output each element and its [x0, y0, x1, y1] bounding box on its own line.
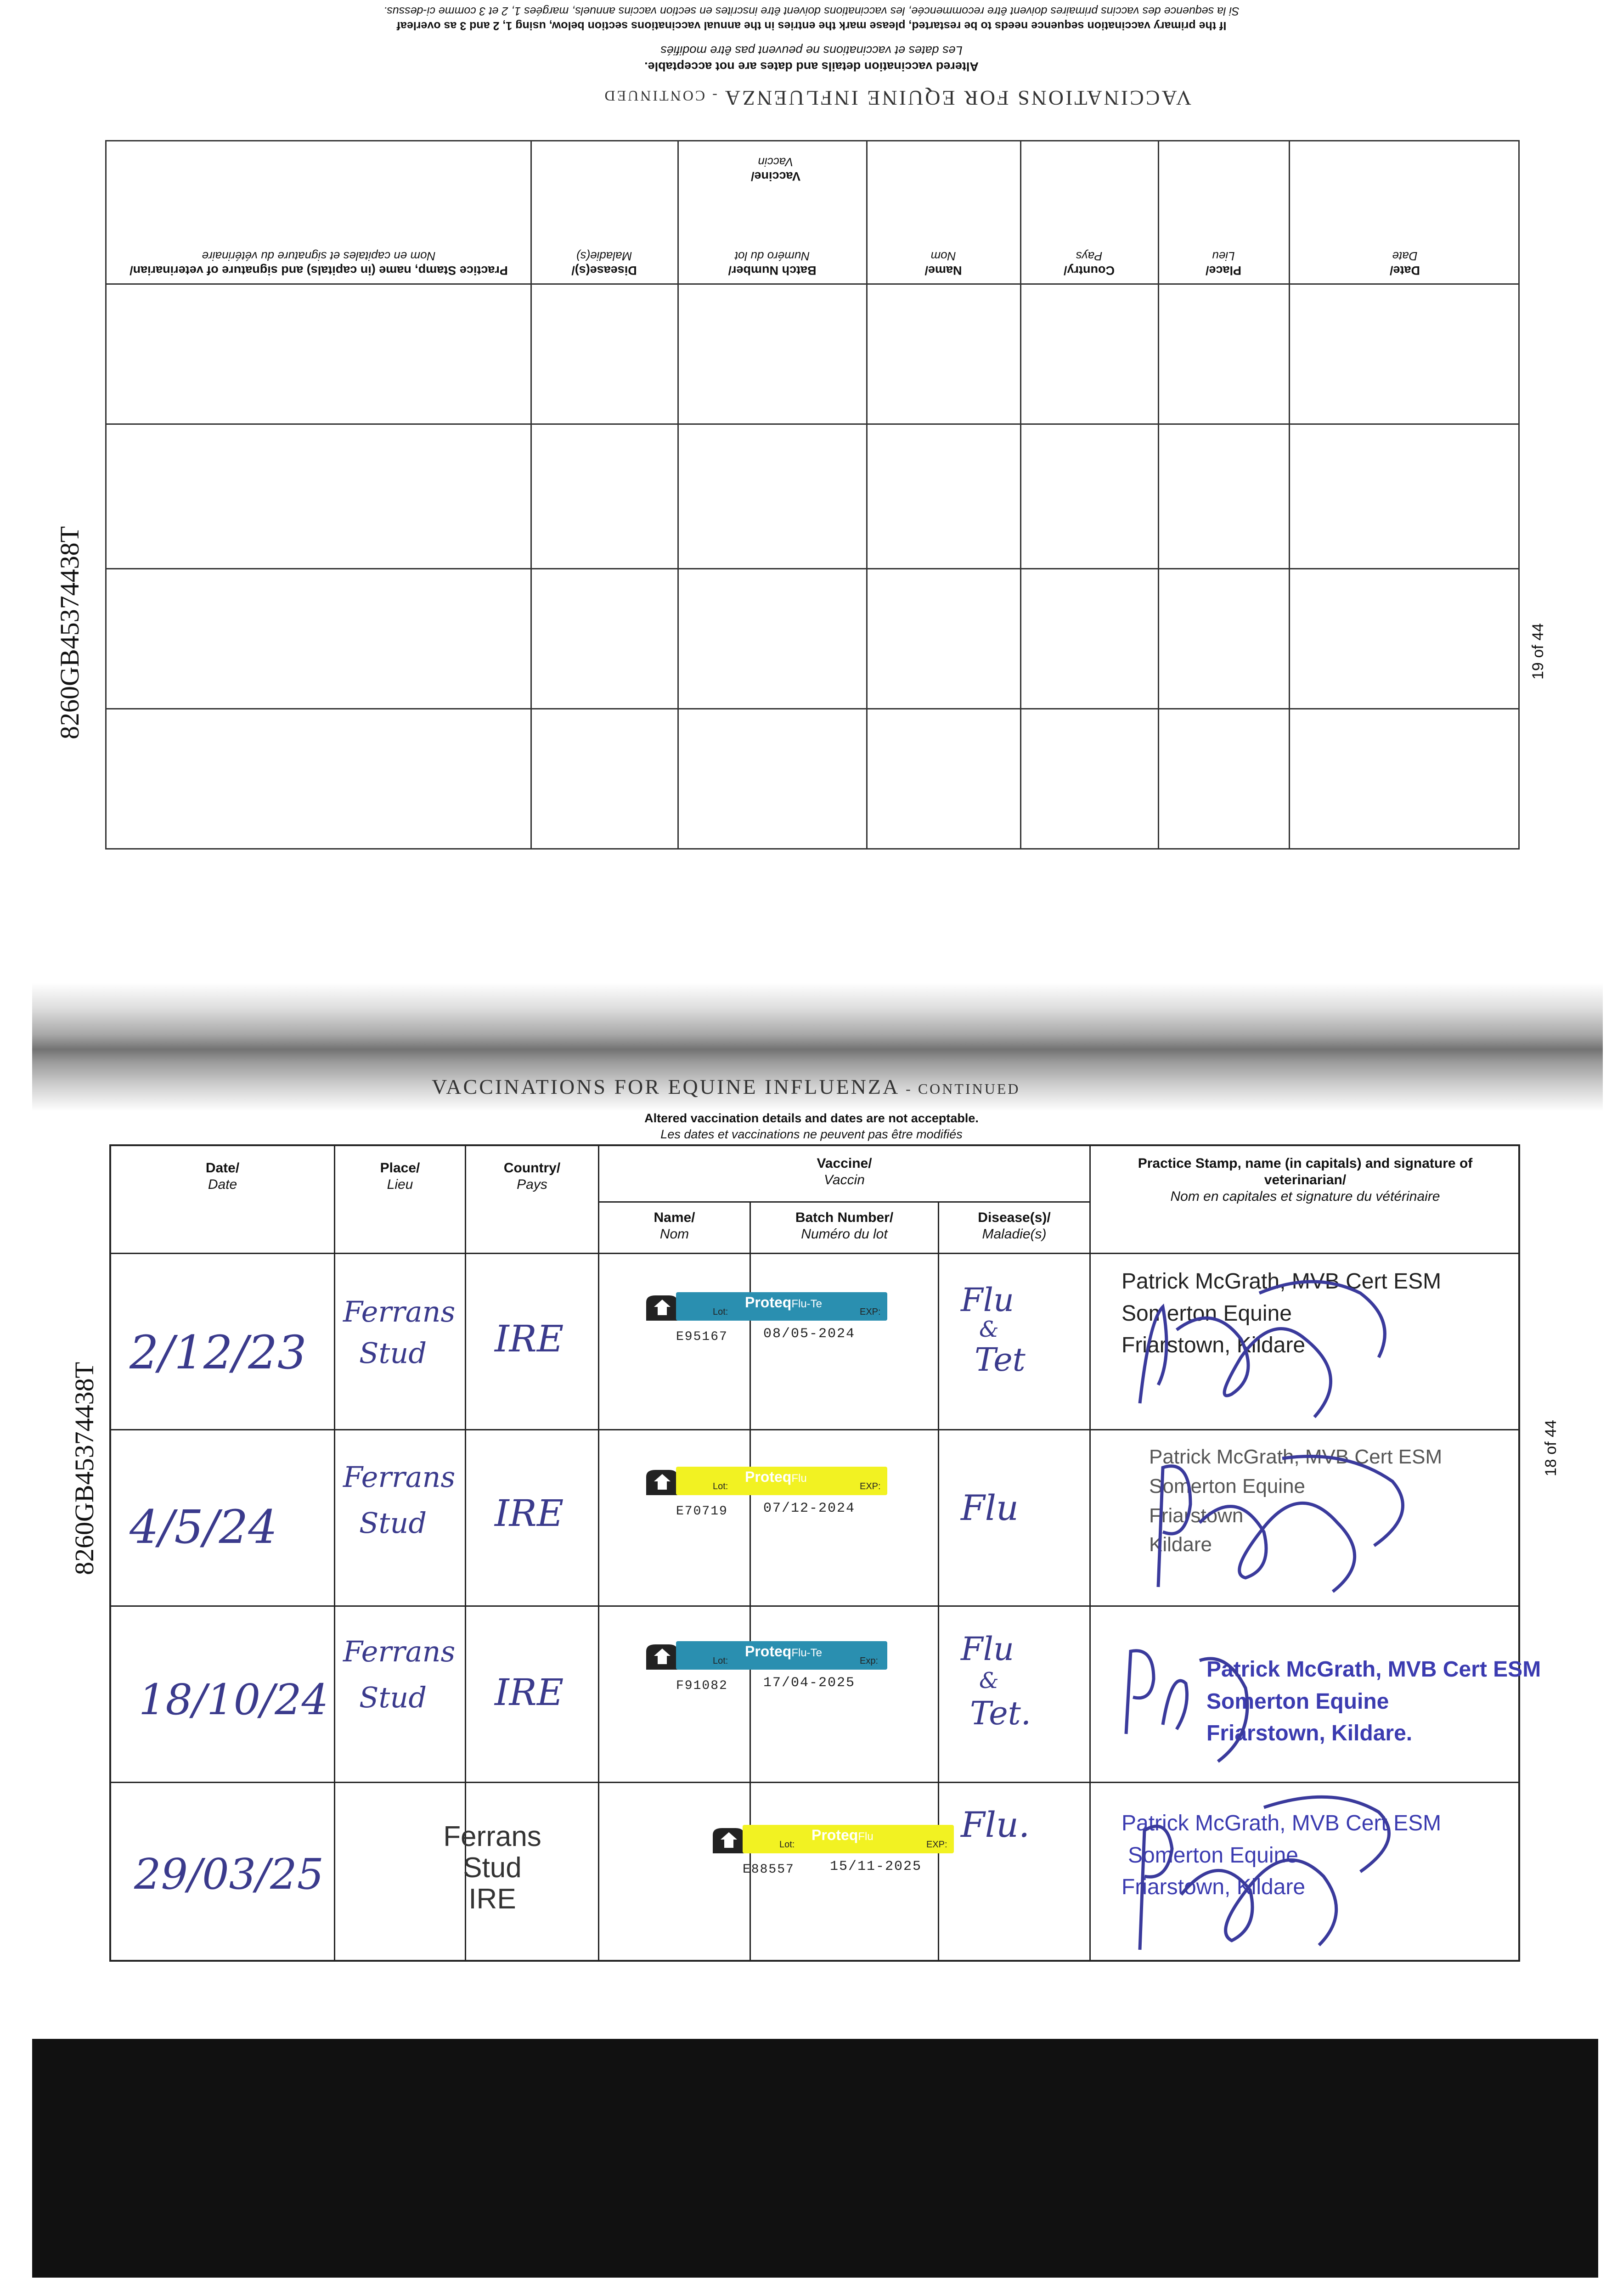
upper-instruction-bold: If the primary vaccination sequence needs to be restarted, please mark the entries in the annual vaccinations section below, using 1, 2 and 3 as overleaf [396, 19, 1227, 32]
row2-date: 4/5/24 [130, 1500, 277, 1554]
row2-place-line1: Ferrans [343, 1460, 456, 1494]
col-line [1089, 1146, 1091, 1961]
document-id-upper: 8260GB45374438T [55, 526, 85, 739]
upper-col-line [1289, 140, 1290, 850]
row3-country: IRE [495, 1671, 564, 1714]
subheader-line [598, 1201, 1089, 1203]
header-name: Name/ Nom [654, 1210, 695, 1242]
upper-col-line [1158, 140, 1159, 850]
row2-signature-icon [1135, 1440, 1457, 1605]
col-line [334, 1146, 335, 1961]
upper-page-rotated [0, 0, 1623, 918]
row4-stamp-line3: Friarstown, Kildare [1121, 1875, 1306, 1900]
document-id-lower: 8260GB45374438T [69, 1362, 99, 1575]
row1-batch-label [644, 1284, 901, 1362]
row3-disease-line1: Flu [961, 1630, 1014, 1668]
row-line [111, 1253, 1518, 1254]
row1-signature-icon [1121, 1266, 1443, 1431]
row1-place-line2: Stud [359, 1336, 427, 1370]
row1-label-exp: EXP: [860, 1307, 881, 1317]
row2-label-exp: EXP: [860, 1481, 881, 1491]
row-line [111, 1605, 1518, 1607]
upper-instruction-italic: Si la sequence des vaccins primaires doivent être recommencée, les vaccinations doivent être inscrites en section vaccins annuels, margées 1, 2 et 3 comme ci-dessus. [383, 5, 1240, 17]
row1-stamp-line2: Somerton Equine [1121, 1301, 1292, 1326]
lower-section-title: VACCINATIONS FOR EQUINE INFLUENZA - CONTINUED [432, 1075, 1020, 1098]
upper-notice-bold: Altered vaccination details and dates are not acceptable. [644, 60, 979, 73]
row2-country: IRE [495, 1492, 564, 1535]
row4-signature-icon [1112, 1775, 1434, 1959]
upper-header-line [105, 283, 1520, 285]
row3-place-line2: Stud [359, 1681, 427, 1714]
row3-stamp-line3: Friarstown, Kildare. [1206, 1721, 1413, 1746]
header-place: Place/ Lieu [380, 1160, 420, 1192]
row1-date: 2/12/23 [130, 1326, 307, 1379]
row2-disease-line1: Flu [961, 1487, 1019, 1528]
row4-stamp-line2: Somerton Equine [1128, 1843, 1298, 1868]
upper-row-line [105, 568, 1520, 569]
row3-disease-line3: Tet. [970, 1694, 1031, 1732]
row3-place-line1: Ferrans [343, 1635, 456, 1668]
row4-place-line2: Stud [463, 1852, 522, 1884]
row3-batch-label [644, 1633, 901, 1711]
row1-batch-number: E95167 [676, 1330, 728, 1344]
row1-label-brand: ProteqFlu-Te [745, 1294, 823, 1311]
upper-header-country: Country/ Pays [1064, 249, 1115, 277]
proteq-logo-icon [644, 1642, 681, 1672]
lower-notice-italic: Les dates et vaccinations ne peuvent pas être modifiés [660, 1127, 963, 1141]
row2-batch-label [644, 1458, 901, 1536]
row4-country: IRE [468, 1883, 516, 1915]
header-date: Date/ Date [205, 1160, 240, 1192]
scan-edge-black [32, 2039, 1598, 2278]
row3-label-exp: Exp: [860, 1656, 879, 1666]
row4-label-brand: ProteqFlu [812, 1827, 873, 1843]
row2-place-line2: Stud [359, 1506, 427, 1540]
row1-place-line1: Ferrans [343, 1295, 456, 1328]
header-stamp: Practice Stamp, name (in capitals) and signature of veterinarian/ Nom en capitales et signature du vétérinaire [1138, 1156, 1473, 1204]
proteq-logo-icon [644, 1293, 681, 1323]
row4-stamp-line1: Patrick McGrath, MVB Cert ESM [1121, 1811, 1442, 1835]
row1-disease-line1: Flu [961, 1281, 1014, 1319]
row1-expiry: 08/05-2024 [763, 1326, 856, 1342]
row2-expiry: 07/12-2024 [763, 1501, 856, 1516]
row4-batch-label [710, 1817, 968, 1895]
row3-expiry: 17/04-2025 [763, 1675, 856, 1691]
row3-disease-line2: & [979, 1668, 999, 1694]
row4-batch-number: E88557 [743, 1863, 795, 1877]
row2-stamp-line4: Kildare [1149, 1533, 1212, 1556]
upper-table [105, 140, 1520, 850]
upper-header-name: Name/ Nom [924, 249, 962, 277]
upper-section-title: VACCINATIONS FOR EQUINE INFLUENZA - CONTINUED [603, 86, 1191, 110]
row1-stamp-line1: Patrick McGrath, MVB Cert ESM [1121, 1269, 1442, 1294]
page-number-upper: 19 of 44 [1529, 623, 1547, 680]
row4-date: 29/03/25 [134, 1850, 324, 1899]
row2-stamp-line2: Somerton Equine [1149, 1474, 1305, 1497]
row3-signature-icon [1108, 1624, 1328, 1775]
row2-stamp-line1: Patrick McGrath, MVB Cert ESM [1149, 1446, 1443, 1468]
upper-header-stamp: Practice Stamp, name (in capitals) and signature of veterinarian/ Nom en capitales et signature du vétérinaire [130, 249, 508, 277]
upper-header-vaccine: Vaccine/ Vaccin [750, 155, 801, 183]
header-disease: Disease(s)/ Maladie(s) [978, 1210, 1051, 1242]
upper-header-batch: Batch Number/ Numéro du lot [728, 249, 817, 277]
row4-disease-line1: Flu. [961, 1804, 1030, 1845]
vaccination-table [109, 1144, 1541, 1962]
row3-stamp-line2: Somerton Equine [1206, 1689, 1389, 1714]
row4-place-line1: Ferrans [443, 1821, 541, 1852]
upper-col-line [866, 140, 868, 850]
row1-label-lot: Lot: [713, 1307, 728, 1317]
row3-label-lot: Lot: [713, 1656, 728, 1666]
row3-batch-number: F91082 [676, 1679, 728, 1693]
row1-country: IRE [495, 1317, 564, 1360]
row1-disease-line2: & [979, 1317, 999, 1342]
row1-stamp-line3: Friarstown, Kildare [1121, 1333, 1306, 1358]
upper-col-line [1020, 140, 1021, 850]
row3-date: 18/10/24 [139, 1675, 329, 1724]
row2-label-brand: ProteqFlu [745, 1469, 807, 1485]
proteq-logo-icon [644, 1468, 681, 1498]
row2-batch-number: E70719 [676, 1504, 728, 1519]
row3-stamp-line1: Patrick McGrath, MVB Cert ESM [1206, 1657, 1541, 1682]
upper-notice-italic: Les dates et vaccinations ne peuvent pas être modifiés [660, 44, 963, 57]
row4-label-exp: EXP: [926, 1840, 947, 1850]
upper-header-disease: Disease(s)/ Maladie(s) [571, 249, 637, 277]
upper-header-place: Place/ Lieu [1205, 249, 1242, 277]
row2-label-lot: Lot: [713, 1481, 728, 1491]
col-line [598, 1146, 599, 1961]
upper-row-line [105, 423, 1520, 425]
row2-stamp-line3: Friarstown [1149, 1504, 1244, 1527]
header-batch: Batch Number/ Numéro du lot [795, 1210, 894, 1242]
row4-label-lot: Lot: [779, 1840, 795, 1850]
upper-row-line [105, 708, 1520, 709]
page-number-lower: 18 of 44 [1542, 1420, 1560, 1476]
header-vaccine: Vaccine/ Vaccin [817, 1156, 872, 1187]
row3-label-brand: ProteqFlu-Te [745, 1643, 823, 1660]
row4-place-stamp [414, 1821, 570, 1915]
upper-col-line [530, 140, 532, 850]
row1-disease-line3: Tet [975, 1341, 1026, 1379]
lower-notice-bold: Altered vaccination details and dates are not acceptable. [644, 1111, 979, 1125]
row4-expiry: 15/11-2025 [830, 1859, 922, 1874]
proteq-logo-icon [710, 1826, 747, 1856]
upper-col-line [677, 140, 679, 850]
header-country: Country/ Pays [503, 1160, 561, 1192]
upper-header-date: Date/ Date [1389, 249, 1420, 277]
